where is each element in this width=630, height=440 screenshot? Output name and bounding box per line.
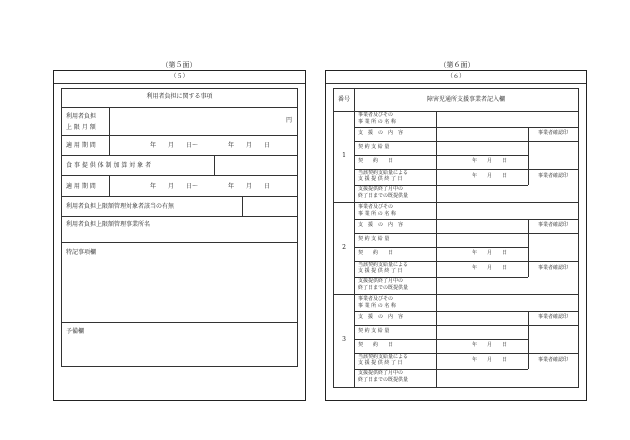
confirm-stamp-label: 事業者確認印 (537, 314, 568, 320)
period2-label: 適 用 期 間 (66, 183, 96, 190)
confirm-stamp-label: 事業者確認印 (537, 173, 568, 179)
left-panel (53, 70, 306, 401)
divider (62, 107, 297, 108)
mgmt-office-label: 利用者負担上限額管理事業所名 (66, 221, 151, 228)
left-inner-table (61, 88, 298, 367)
spare-label: 予備欄 (66, 328, 85, 335)
divider (62, 135, 297, 136)
divider (528, 141, 529, 169)
divider (354, 339, 528, 340)
business-label-2: 事 業 所 の 名 称 (358, 119, 396, 125)
left-title: 利用者負担に関する事項 (146, 93, 213, 100)
end-date-label-2: 支 援 提 供 終 了 日 (358, 176, 403, 182)
confirm-stamp-label: 事業者確認印 (537, 222, 568, 228)
cap-label-1: 利用者負担 (66, 113, 97, 120)
used-amount-label-2: 終了日までの既提供量 (358, 377, 409, 383)
divider (528, 325, 529, 353)
period2-text: 年 月 日〜 年 月 日 (150, 183, 271, 190)
special-notes-label: 特記事項欄 (66, 249, 97, 256)
divider (109, 135, 110, 155)
provider-section-3 (334, 295, 578, 387)
contract-date-value: 年 月 日 (472, 158, 508, 164)
section-number: 3 (342, 336, 346, 343)
divider (109, 107, 110, 135)
left-panel-number: （５） (170, 73, 189, 80)
cap-unit: 円 (286, 117, 293, 124)
contract-date-label: 契 約 日 (358, 342, 394, 348)
end-date-value: 年 月 日 (472, 173, 508, 179)
support-content-label: 支 援 の 内 容 (358, 130, 404, 136)
left-page-label: （第５面） (161, 61, 197, 69)
right-panel-number: （６） (446, 73, 465, 80)
end-date-label-2: 支 援 提 供 終 了 日 (358, 268, 403, 274)
right-page-label: （第６面） (439, 61, 475, 69)
business-label-1: 事業者及びその (358, 204, 394, 210)
divider (326, 83, 586, 84)
contract-date-value: 年 月 日 (472, 250, 508, 256)
divider (62, 155, 297, 156)
used-amount-label-1: 支援提供終了月中の (358, 278, 404, 284)
divider (354, 155, 528, 156)
divider (354, 311, 578, 312)
business-label-2: 事 業 所 の 名 称 (358, 211, 396, 217)
contract-date-label: 契 約 日 (358, 250, 394, 256)
confirm-stamp-label: 事業者確認印 (537, 357, 568, 363)
cap-label-2: 上 限 月 額 (66, 124, 96, 131)
support-content-label: 支 援 の 内 容 (358, 314, 404, 320)
used-amount-label-2: 終了日までの既提供量 (358, 193, 409, 199)
divider (62, 322, 297, 323)
divider (354, 247, 528, 248)
right-inner-table (333, 88, 579, 388)
used-amount-label-2: 終了日までの既提供量 (358, 285, 409, 291)
divider (109, 175, 110, 196)
divider (354, 325, 578, 326)
divider (214, 155, 215, 175)
divider (62, 196, 297, 197)
divider (242, 196, 243, 216)
end-date-value: 年 月 日 (472, 265, 508, 271)
confirm-stamp-label: 事業者確認印 (537, 130, 568, 136)
period-text: 年 月 日〜 年 月 日 (150, 142, 271, 149)
used-amount-label-1: 支援提供終了月中の (358, 186, 404, 192)
divider (354, 141, 578, 142)
support-content-label: 支 援 の 内 容 (358, 222, 404, 228)
divider (354, 233, 578, 234)
section-number: 2 (342, 244, 346, 251)
divider (436, 295, 437, 387)
contract-amount-label: 契 約 支 給 量 (358, 328, 390, 334)
divider (528, 233, 529, 261)
divider (436, 111, 437, 203)
right-title: 障害児通所支援事業者記入欄 (426, 96, 505, 103)
provider-section-1 (334, 111, 578, 203)
meal-label: 食 事 提 供 体 制 加 算 対 象 者 (66, 162, 152, 169)
business-label-2: 事 業 所 の 名 称 (358, 303, 396, 309)
contract-amount-label: 契 約 支 給 量 (358, 144, 390, 150)
col-number-header: 番号 (337, 96, 350, 103)
end-date-value: 年 月 日 (472, 357, 508, 363)
divider (354, 219, 578, 220)
contract-date-value: 年 月 日 (472, 342, 508, 348)
end-date-label-2: 支 援 提 供 終 了 日 (358, 360, 403, 366)
divider (62, 175, 297, 176)
divider (354, 127, 578, 128)
divider (62, 242, 297, 243)
business-label-1: 事業者及びその (358, 112, 394, 118)
provider-section-2 (334, 203, 578, 295)
end-date-label-1: 当該契約支給量による (358, 262, 409, 268)
divider (436, 203, 437, 295)
contract-date-label: 契 約 日 (358, 158, 394, 164)
divider (54, 83, 305, 84)
end-date-label-1: 当該契約支給量による (358, 354, 409, 360)
contract-amount-label: 契 約 支 給 量 (358, 236, 390, 242)
period-label: 適 用 期 間 (66, 142, 96, 149)
used-amount-label-1: 支援提供終了月中の (358, 370, 404, 376)
section-number: 1 (342, 152, 346, 159)
mgmt-target-label: 利用者負担上限額管理対象者該当の有無 (66, 203, 175, 210)
end-date-label-1: 当該契約支給量による (358, 170, 409, 176)
confirm-stamp-label: 事業者確認印 (537, 265, 568, 271)
divider (62, 216, 297, 217)
business-label-1: 事業者及びその (358, 296, 394, 302)
right-panel (325, 70, 587, 401)
